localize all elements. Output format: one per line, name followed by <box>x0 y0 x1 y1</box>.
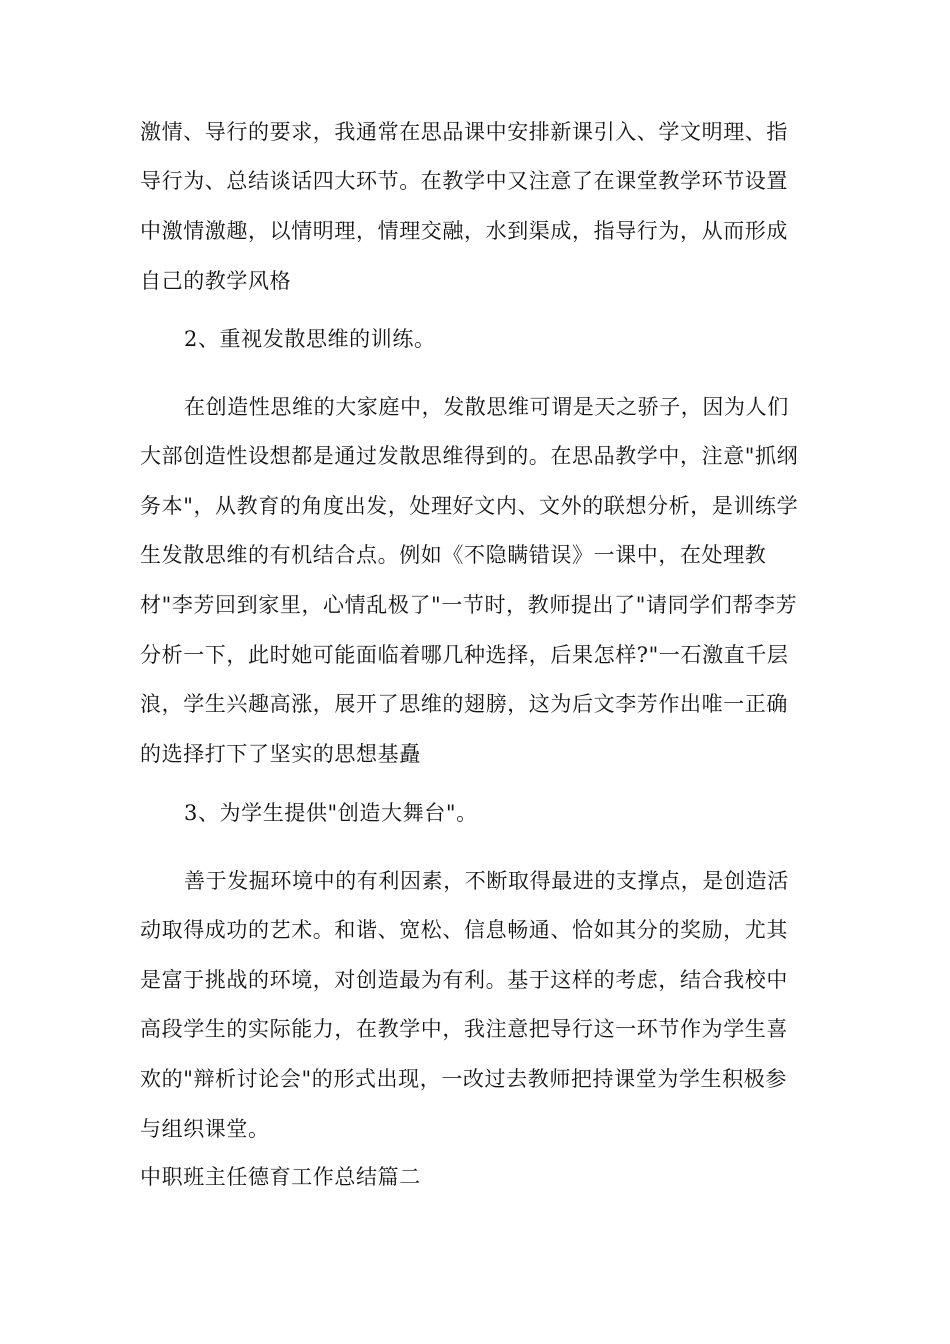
paragraph-2-line: 材"李芳回到家里，心情乱极了"一节时，教师提出了"请同学们帮李芳 <box>140 593 798 617</box>
paragraph-1-line: 激情、导行的要求，我通常在思品课中安排新课引入、学文明理、指 <box>140 120 788 144</box>
paragraph-3-line: 高段学生的实际能力，在教学中，我注意把导行这一环节作为学生喜 <box>140 1017 788 1041</box>
paragraph-2-line: 在创造性思维的大家庭中，发散思维可谓是天之骄子，因为人们 <box>184 395 789 419</box>
paragraph-2-line: 的选择打下了坚实的思想基矗 <box>140 742 421 766</box>
paragraph-3-line: 与组织课堂。 <box>140 1117 270 1141</box>
paragraph-2-line: 生发散思维的有机结合点。例如《不隐瞒错误》一课中，在处理教 <box>140 543 767 567</box>
heading-2: 2、重视发散思维的训练。 <box>184 327 436 351</box>
paragraph-2-line: 分析一下，此时她可能面临着哪几种选择，后果怎样?"一石激直千层 <box>140 643 789 667</box>
paragraph-2-line: 务本"，从教育的角度出发，处理好文内、文外的联想分析，是训练学 <box>140 494 799 518</box>
paragraph-2-line: 大部创造性设想都是通过发散思维得到的。在思品教学中，注意"抓纲 <box>140 444 799 468</box>
paragraph-3-line: 是富于挑战的环境，对创造最为有利。基于这样的考虑，结合我校中 <box>140 968 788 992</box>
paragraph-3-line: 善于发掘环境中的有利因素，不断取得最进的支撑点，是创造活 <box>184 869 789 893</box>
paragraph-1-line: 中激情激趣，以情明理，情理交融，水到渠成，指导行为，从而形成 <box>140 219 788 243</box>
paragraph-3-line: 动取得成功的艺术。和谐、宽松、信息畅通、恰如其分的奖励，尤其 <box>140 918 788 942</box>
paragraph-2-line: 浪，学生兴趣高涨，展开了思维的翅膀，这为后文李芳作出唯一正确 <box>140 692 788 716</box>
heading-3: 3、为学生提供"创造大舞台"。 <box>184 801 478 825</box>
paragraph-1-line: 自己的教学风格 <box>140 269 292 293</box>
paragraph-1-line: 导行为、总结谈话四大环节。在教学中又注意了在课堂教学环节设置 <box>140 169 788 193</box>
section-title: 中职班主任德育工作总结篇二 <box>140 1165 421 1189</box>
paragraph-3-line: 欢的"辩析讨论会"的形式出现，一改过去教师把持课堂为学生积极参 <box>140 1067 787 1091</box>
